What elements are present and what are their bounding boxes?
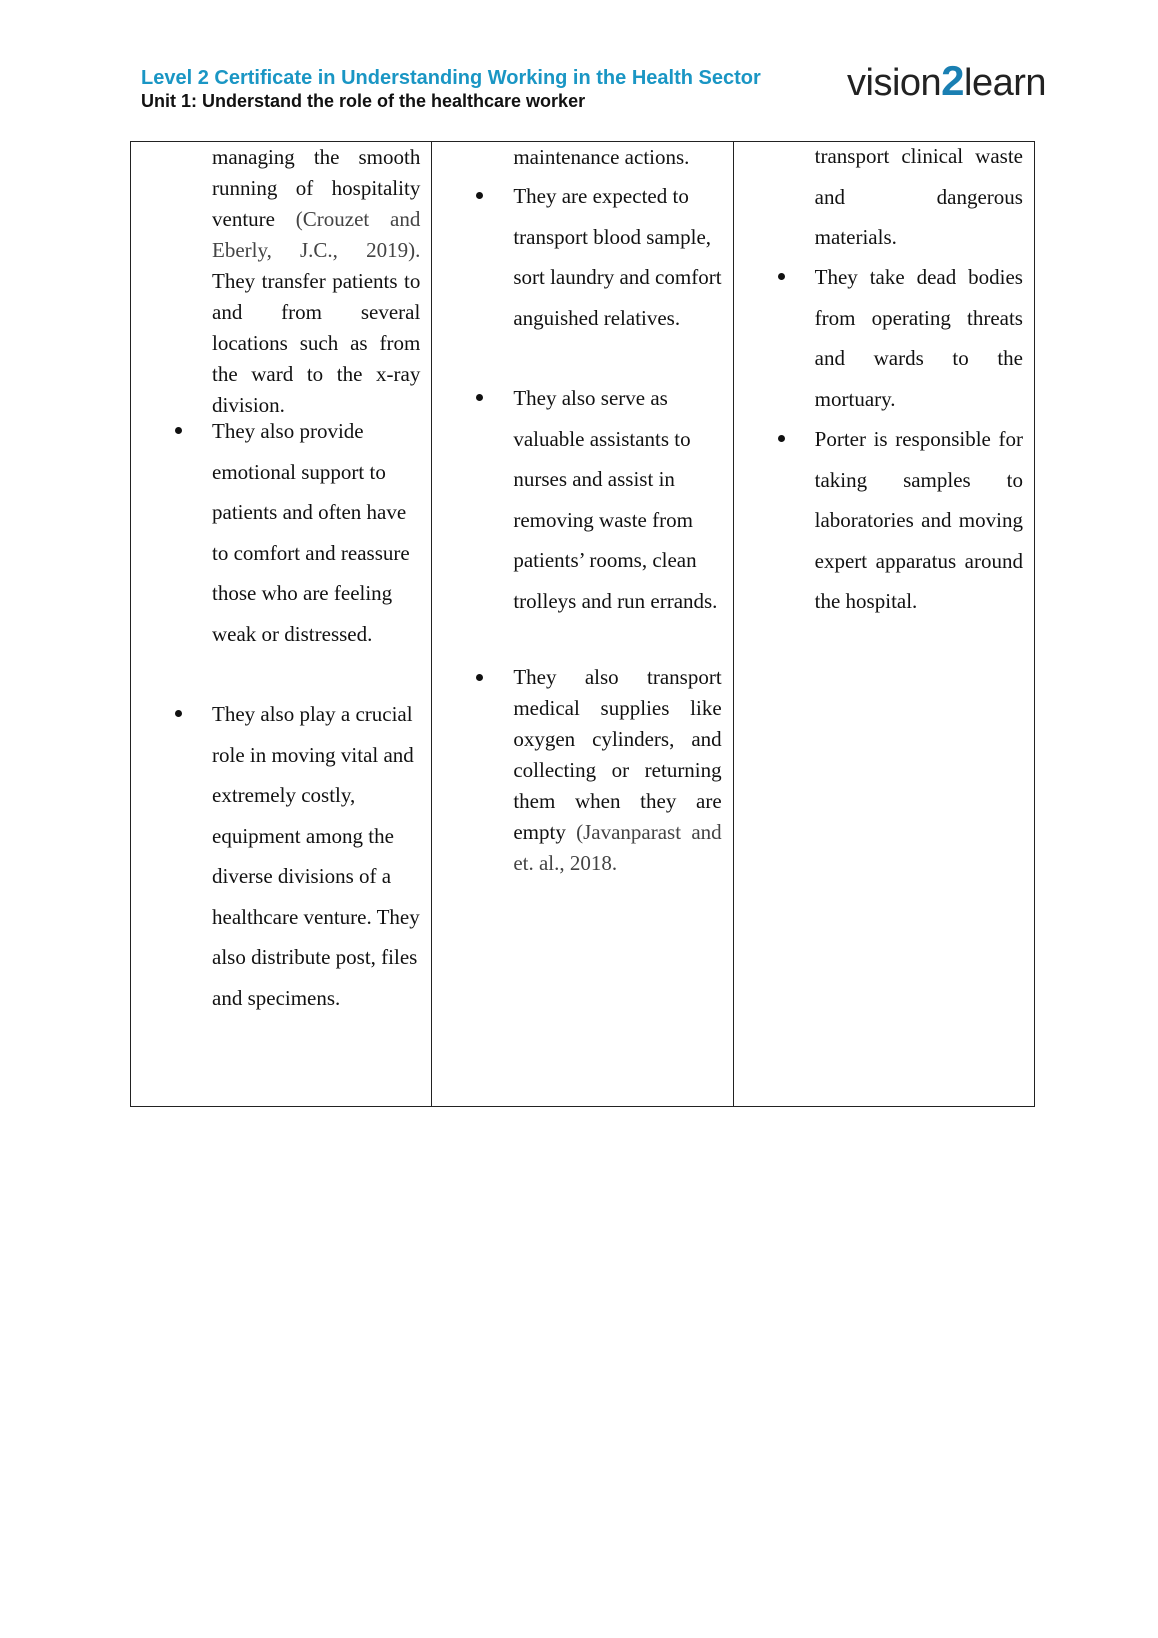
list-item xyxy=(513,378,721,621)
list-item-text: They also play a crucial role in moving vital and extremely costly, equipment among the diverse divisions of a healthcare venture. They also distribute post, files and specimens. xyxy=(212,702,420,1010)
course-title: Level 2 Certificate in Understanding Working in the Health Sector xyxy=(141,67,761,89)
list-item-text: Porter is responsible for taking samples to laboratories and moving expert apparatus around the hospital. xyxy=(814,427,1023,613)
continuation-text: maintenance actions. xyxy=(513,145,690,169)
document-header xyxy=(141,66,761,112)
list-item-text: They take dead bodies from operating threats and wards to the mortuary. xyxy=(814,265,1023,411)
unit-title: Unit 1: Understand the role of the healthcare worker xyxy=(141,91,586,111)
list-item-text: They also provide emotional support to patients and often have to comfort and reassure those who are feeling weak or distressed. xyxy=(212,419,410,646)
table-cell-column-1 xyxy=(131,142,431,1106)
continuation-text: managing the smooth running of hospitality venture xyxy=(212,145,421,231)
column-3-continuation xyxy=(815,136,1023,258)
bullet-icon xyxy=(778,435,785,442)
list-item-text: They are expected to transport blood sample, sort laundry and comfort anguished relatives. xyxy=(513,184,722,330)
list-item xyxy=(815,419,1023,622)
citation: (Javanparast and et. al., 2018. xyxy=(513,820,722,875)
bullet-icon xyxy=(175,427,182,434)
list-item xyxy=(815,257,1023,419)
continuation-text: transport clinical waste and dangerous materials. xyxy=(814,144,1023,249)
list-item xyxy=(513,662,721,879)
list-item-text: They also serve as valuable assistants to nurses and assist in removing waste from patients’ rooms, clean trolleys and run errands. xyxy=(513,386,718,613)
list-item-text: They also transport medical supplies like oxygen cylinders, and collecting or returning them when they are empty xyxy=(513,665,722,844)
bullet-icon xyxy=(476,674,483,681)
column-1-continuation xyxy=(212,142,420,421)
citation: (Crouzet and Eberly, J.C., 2019). xyxy=(212,207,421,262)
column-2-continuation xyxy=(513,142,721,173)
bullet-icon xyxy=(476,394,483,401)
bullet-icon xyxy=(476,192,483,199)
bullet-icon xyxy=(778,273,785,280)
logo-text-after: learn xyxy=(964,62,1047,104)
continuation-text-2: They transfer patients to and from several locations such as from the ward to the x-ray division. xyxy=(212,269,421,417)
content-table xyxy=(130,141,1035,1107)
list-item xyxy=(212,694,420,1018)
logo-text-number: 2 xyxy=(941,57,965,104)
table-cell-column-3 xyxy=(733,142,1034,1106)
logo-text-before: vision xyxy=(847,62,942,104)
bullet-icon xyxy=(175,710,182,717)
table-cell-column-2 xyxy=(431,142,732,1106)
vision2learn-logo xyxy=(847,58,1046,106)
list-item xyxy=(212,411,420,654)
list-item xyxy=(513,176,721,338)
